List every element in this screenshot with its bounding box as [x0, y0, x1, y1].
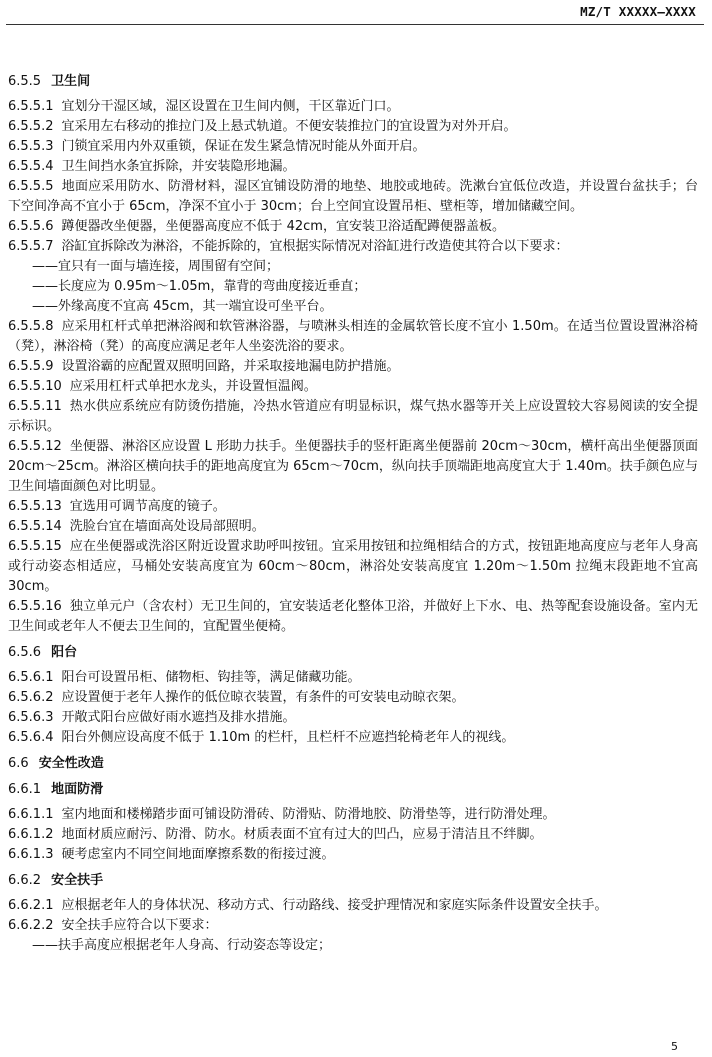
clause-number: 6.5.5.15 [8, 539, 62, 554]
section-title: 卫生间 [51, 74, 91, 89]
clause-text: 室内地面和楼梯踏步面可铺设防滑砖、防滑贴、防滑地胶、防滑垫等，进行防滑处理。 [61, 807, 556, 822]
clause [8, 517, 698, 537]
list-item: ——长度应为 0.95m～1.05m，靠背的弯曲度接近垂直； [32, 279, 367, 294]
clause [8, 357, 698, 377]
clause-number: 6.6.2.2 [8, 918, 54, 933]
section-heading [8, 780, 698, 800]
clause-number: 6.6.2.1 [8, 898, 54, 913]
clause-text: 应在坐便器或洗浴区附近设置求助呼叫按钮。宜采用按钮和拉绳相结合的方式，按钮距地高度应与老年人身高或行动姿态相适应，马桶处安装高度宜为 60cm～80cm，淋浴处安装高度宜 1.20m～1.50m 拉绳末段距地不宜高 30cm。 [8, 539, 698, 594]
clause [8, 397, 698, 437]
clause-number: 6.5.5.13 [8, 499, 62, 514]
clause [8, 597, 698, 637]
clause-number: 6.5.5.5 [8, 179, 54, 194]
list-item: ——扶手高度应根据老年人身高、行动姿态等设定； [32, 938, 332, 953]
clause-number: 6.6.1.1 [8, 807, 54, 822]
clause [8, 497, 698, 517]
clause-number: 6.5.5.3 [8, 139, 54, 154]
clause-number: 6.6.1.2 [8, 827, 54, 842]
section-heading [8, 754, 698, 774]
clause-text: 应采用杠杆式单把水龙头，并设置恒温阀。 [69, 379, 317, 394]
section-number: 6.5.5 [8, 74, 42, 89]
clause [8, 805, 698, 825]
clause [8, 317, 698, 357]
clause [8, 217, 698, 237]
clause [8, 237, 698, 257]
clause-text: 设置浴霸的应配置双照明回路，并采取接地漏电防护措施。 [61, 359, 400, 374]
section-title: 阳台 [51, 645, 78, 660]
section-number: 6.6.2 [8, 873, 42, 888]
clause-text: 卫生间挡水条宜拆除，并安装隐形地漏。 [61, 159, 296, 174]
section-title: 安全性改造 [38, 756, 104, 771]
list-item: ——外缘高度不宜高 45cm，其一端宜设可坐平台。 [32, 299, 333, 314]
clause [8, 688, 698, 708]
section-title: 安全扶手 [51, 873, 104, 888]
list-item: ——宜只有一面与墙连接，周围留有空间； [32, 259, 280, 274]
clause-number: 6.5.5.4 [8, 159, 54, 174]
clause [8, 437, 698, 497]
clause-text: 阳台可设置吊柜、储物柜、钩挂等，满足储藏功能。 [61, 670, 361, 685]
clause [8, 708, 698, 728]
clause [8, 177, 698, 217]
clause-number: 6.5.6.3 [8, 710, 54, 725]
clause [8, 668, 698, 688]
clause-text: 浴缸宜拆除改为淋浴，不能拆除的，宜根据实际情况对浴缸进行改造使其符合以下要求： [61, 239, 569, 254]
clause-number: 6.6.1.3 [8, 847, 54, 862]
clause [8, 137, 698, 157]
clause-number: 6.5.5.14 [8, 519, 62, 534]
clause-number: 6.5.5.11 [8, 399, 62, 414]
clause-number: 6.5.5.12 [8, 439, 62, 454]
clause [8, 157, 698, 177]
clause [8, 845, 698, 865]
clause-number: 6.5.5.10 [8, 379, 62, 394]
document-code: MZ/T XXXXX—XXXX [580, 4, 696, 19]
clause-text: 安全扶手应符合以下要求： [61, 918, 218, 933]
clause-number: 6.5.5.8 [8, 319, 54, 334]
clause-number: 6.5.6.4 [8, 730, 54, 745]
clause-number: 6.5.5.6 [8, 219, 54, 234]
clause [8, 117, 698, 137]
clause-number: 6.5.5.2 [8, 119, 54, 134]
section-number: 6.5.6 [8, 645, 42, 660]
clause-number: 6.5.6.2 [8, 690, 54, 705]
clause-text: 应根据老年人的身体状况、移动方式、行动路线、接受护理情况和家庭实际条件设置安全扶手。 [61, 898, 608, 913]
clause-text: 地面材质应耐污、防滑、防水。材质表面不宜有过大的凹凸，应易于清洁且不绊脚。 [61, 827, 543, 842]
section-heading [8, 871, 698, 891]
clause-text: 洗脸台宜在墙面高处设局部照明。 [69, 519, 265, 534]
clause-text: 宜划分干湿区域，湿区设置在卫生间内侧，干区靠近门口。 [61, 99, 400, 114]
document-body [8, 72, 698, 956]
clause-number: 6.5.6.1 [8, 670, 54, 685]
clause-number: 6.5.5.16 [8, 599, 62, 614]
section-title: 地面防滑 [51, 782, 104, 797]
clause-text: 门锁宜采用内外双重锁，保证在发生紧急情况时能从外面开启。 [61, 139, 426, 154]
clause [8, 896, 698, 916]
section-heading [8, 72, 698, 92]
clause-number: 6.5.5.9 [8, 359, 54, 374]
clause-text: 开敞式阳台应做好雨水遮挡及排水措施。 [61, 710, 296, 725]
section-heading [8, 643, 698, 663]
header-rule [6, 24, 704, 25]
clause-text: 坐便器、淋浴区应设置 L 形助力扶手。坐便器扶手的竖杆距离坐便器前 20cm～30cm，横杆高出坐便器顶面 20cm～25cm。淋浴区横向扶手的距地高度宜为 65cm～70cm，纵向扶手顶端距地高度宜大于 1.40m。扶手颜色应与卫生间墙面颜色对比明显。 [8, 439, 698, 494]
clause [8, 916, 698, 936]
clause-text: 应采用杠杆式单把淋浴阀和软管淋浴器，与喷淋头相连的金属软管长度不宜小 1.50m。在适当位置设置淋浴椅（凳），淋浴椅（凳）的高度应满足老年人坐姿洗浴的要求。 [8, 319, 698, 354]
clause-text: 硬考虑室内不同空间地面摩擦系数的衔接过渡。 [61, 847, 335, 862]
clause-number: 6.5.5.1 [8, 99, 54, 114]
clause [8, 825, 698, 845]
page-number: 5 [671, 1040, 678, 1053]
clause-text: 阳台外侧应设高度不低于 1.10m 的栏杆，且栏杆不应遮挡轮椅老年人的视线。 [61, 730, 515, 745]
clause-text: 地面应采用防水、防滑材料，湿区宜铺设防滑的地垫、地胶或地砖。洗漱台宜低位改造，并设置台盆扶手；台下空间净高不宜小于 65cm，净深不宜小于 30cm；台上空间宜设置吊柜、壁柜等，增加储藏空间。 [8, 179, 698, 214]
clause-text: 应设置便于老年人操作的低位晾衣装置，有条件的可安装电动晾衣架。 [61, 690, 465, 705]
section-number: 6.6 [8, 756, 29, 771]
clause [8, 537, 698, 597]
section-number: 6.6.1 [8, 782, 42, 797]
clause-text: 独立单元户（含农村）无卫生间的，宜安装适老化整体卫浴，并做好上下水、电、热等配套设施设备。室内无卫生间或老年人不便去卫生间的，宜配置坐便椅。 [8, 599, 698, 634]
clause-text: 宜选用可调节高度的镜子。 [69, 499, 226, 514]
clause [8, 728, 698, 748]
clause-text: 宜采用左右移动的推拉门及上悬式轨道。不便安装推拉门的宜设置为对外开启。 [61, 119, 517, 134]
clause-number: 6.5.5.7 [8, 239, 54, 254]
clause-text: 蹲便器改坐便器，坐便器高度应不低于 42cm，宜安装卫浴适配蹲便器盖板。 [61, 219, 505, 234]
clause [8, 377, 698, 397]
clause-text: 热水供应系统应有防烫伤措施，冷热水管道应有明显标识，煤气热水器等开关上应设置较大容易阅读的安全提示标识。 [8, 399, 698, 434]
clause [8, 97, 698, 117]
